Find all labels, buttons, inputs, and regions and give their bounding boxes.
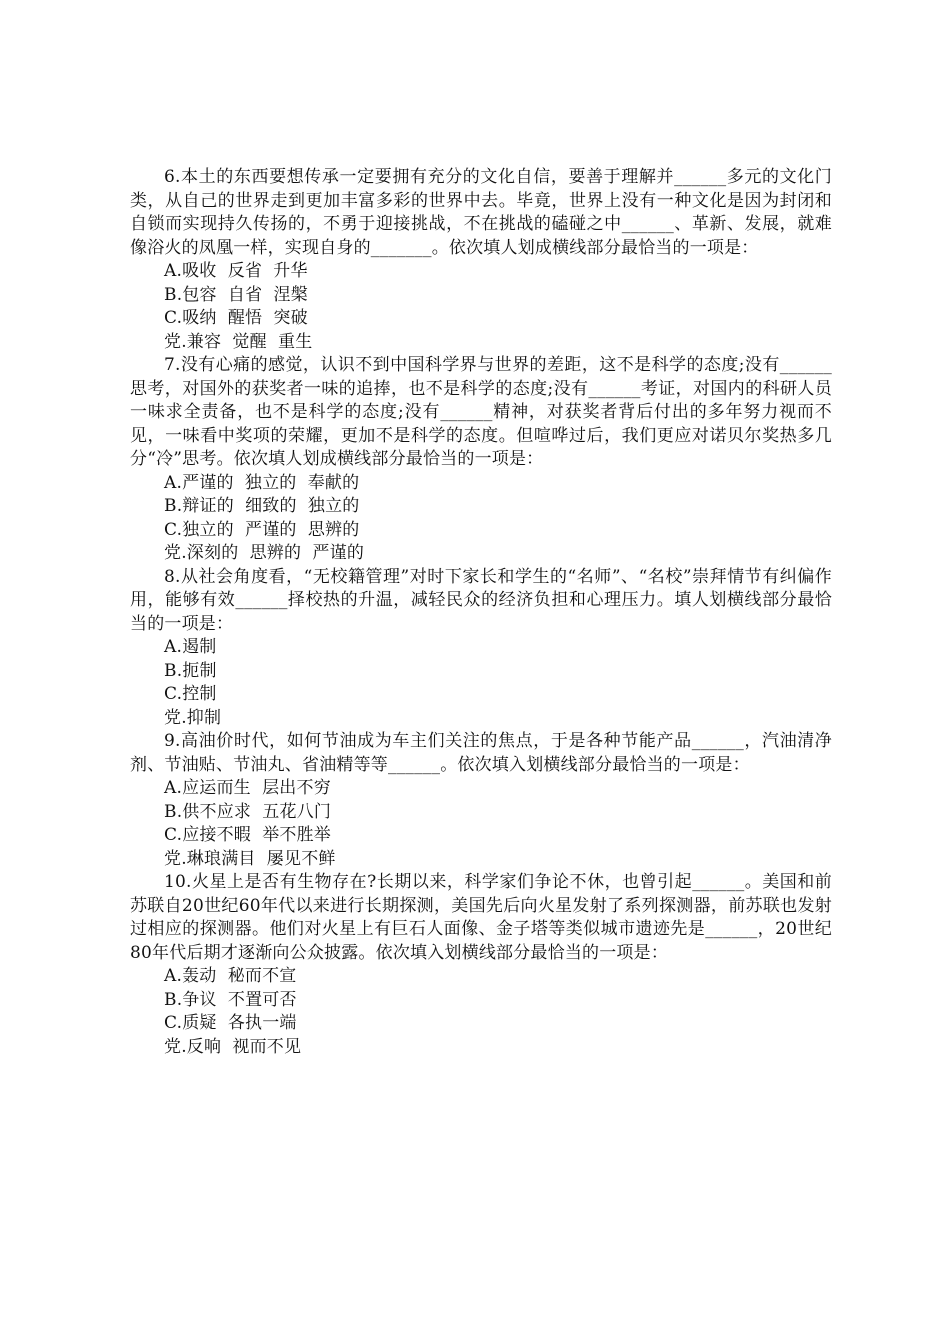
question-stem: 8.从社会角度看，“无校籍管理”对时下家长和学生的“名师”、“名校”崇拜情节有纠偏作用，能够有效______择校热的升温，减轻民众的经济负担和心理压力。填人划横线部分最恰当的一项是：: [130, 566, 832, 634]
option-a: A.轰动 秘而不宣: [164, 966, 297, 986]
document-page: [130, 166, 832, 1059]
option-d: 党.反响 视而不见: [164, 1036, 302, 1057]
question-stem: 7.没有心痛的感觉，认识不到中国科学界与世界的差距，这不是科学的态度;没有______思考，对国外的获奖者一味的追捧，也不是科学的态度;没有______考证，对国内的科研人员一味求全责备，也不是科学的态度;没有______精神，对获奖者背后付出的多年努力视而不见，一味看中奖项的荣耀，更加不是科学的态度。但喧哗过后，我们更应对诺贝尔奖热多几分“冷”思考。依次填人划成横线部分最恰当的一项是：: [130, 355, 832, 469]
question-stem: 9.高油价时代，如何节油成为车主们关注的焦点，于是各种节能产品______，汽油清净剂、节油贴、节油丸、省油精等等______。依次填入划横线部分最恰当的一项是：: [130, 731, 832, 775]
question-stem: 10.火星上是否有生物存在?长期以来，科学家们争论不休，也曾引起______。美国和前苏联自20世纪60年代以来进行长期探测，美国先后向火星发射了系列探测器，前苏联也发射过相应的探测器。他们对火星上有巨石人面像、金子塔等类似城市遗迹先是______，20世纪80年代后期才逐渐向公众披露。依次填入划横线部分最恰当的一项是：: [130, 872, 832, 963]
option-b: B.包容 自省 涅槃: [164, 284, 308, 305]
option-a: A.严谨的 独立的 奉献的: [164, 472, 360, 493]
option-d: 党.兼容 觉醒 重生: [164, 331, 313, 352]
option-b: B.争议 不置可否: [164, 989, 297, 1010]
option-d: 党.抑制: [164, 707, 222, 728]
option-b: B.辩证的 细致的 独立的: [164, 496, 360, 516]
option-a: A.应运而生 层出不穷: [164, 778, 331, 798]
option-b: B.供不应求 五花八门: [164, 801, 332, 822]
option-c: C.应接不暇 举不胜举: [164, 825, 332, 845]
question-7: [130, 354, 832, 566]
question-stem: 6.本土的东西要想传承一定要拥有充分的文化自信，要善于理解并______多元的文化门类，从自己的世界走到更加丰富多彩的世界中去。毕竟，世界上没有一种文化是因为封闭和自锁而实现持久传扬的，不勇于迎接挑战，不在挑战的磕碰之中______、革新、发展，就难像浴火的凤凰一样，实现自身的_______。依次填人划成横线部分最恰当的一项是：: [130, 167, 832, 258]
option-c: C.吸纳 醒悟 突破: [164, 308, 308, 328]
option-a: A.遏制: [164, 637, 217, 657]
option-c: C.质疑 各执一端: [164, 1013, 297, 1033]
option-d: 党.深刻的 思辨的 严谨的: [164, 543, 365, 563]
option-d: 党.琳琅满目 屡见不鲜: [164, 848, 336, 869]
option-b: B.扼制: [164, 660, 217, 681]
question-9: [130, 730, 832, 871]
question-6: [130, 166, 832, 354]
option-a: A.吸收 反省 升华: [164, 261, 308, 281]
question-10: [130, 871, 832, 1059]
option-c: C.控制: [164, 684, 217, 704]
option-c: C.独立的 严谨的 思辨的: [164, 519, 360, 540]
question-8: [130, 566, 832, 731]
